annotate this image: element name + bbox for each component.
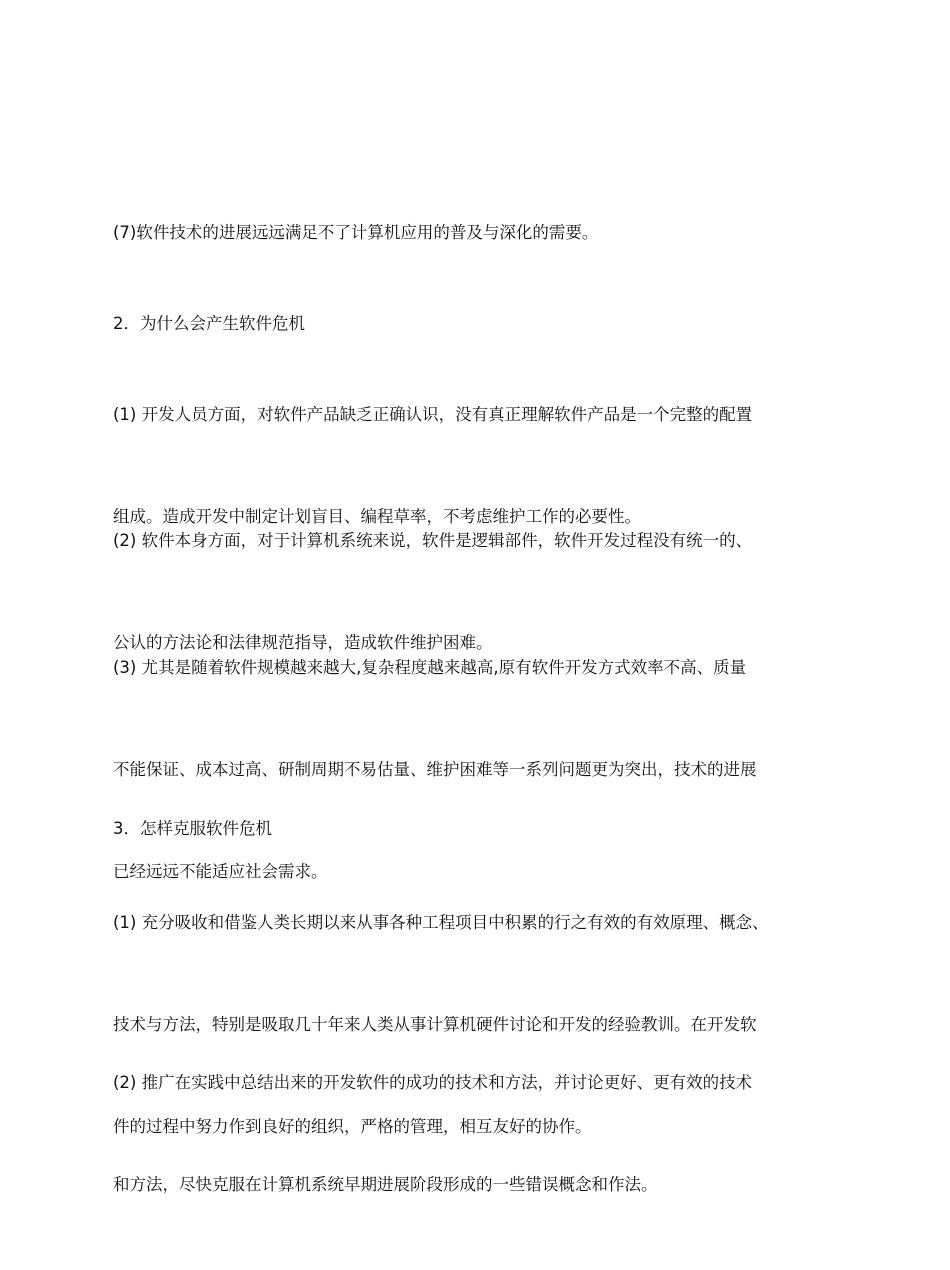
text-line: (1) 开发人员方面，对软件产品缺乏正确认识，没有真正理解软件产品是一个完整的配置 (113, 405, 753, 424)
text-line: 和方法，尽快克服在计算机系统早期进展阶段形成的一些错误概念和作法。 (113, 1175, 658, 1194)
text-line: (2) 推广在实践中总结出来的开发软件的成功的技术和方法，并讨论更好、更有效的技术 (113, 1073, 753, 1092)
text-line: 不能保证、成本过高、研制周期不易估量、维护困难等一系列问题更为突出，技术的进展 (113, 760, 757, 779)
text-line: 2．为什么会产生软件危机 (113, 314, 305, 333)
text-line: (3) 尤其是随着软件规模越来越大,复杂程度越来越高,原有软件开发方式效率不高、质量 (113, 658, 747, 677)
text-line: (2) 软件本身方面，对于计算机系统来说，软件是逻辑部件，软件开发过程没有统一的、 (113, 531, 753, 550)
text-line: 件的过程中努力作到良好的组织，严格的管理，相互友好的协作。 (113, 1117, 592, 1136)
text-line: (1) 充分吸收和借鉴人类长期以来从事各种工程项目中积累的行之有效的有效原理、概念、 (113, 913, 769, 932)
text-line: 公认的方法论和法律规范指导，造成软件维护困难。 (113, 633, 493, 652)
paragraph-solution-2 (113, 998, 843, 1270)
text-line: 技术与方法，特别是吸取几十年来人类从事计算机硬件讨论和开发的经验教训。在开发软 (113, 1015, 757, 1034)
text-line: (7)软件技术的进展远远满足不了计算机应用的普及与深化的需要。 (113, 223, 599, 242)
text-line: 组成。造成开发中制定计划盲目、编程草率，不考虑维护工作的必要性。 (113, 507, 641, 526)
text-line: 3．怎样克服软件危机 (113, 819, 272, 838)
text-line: 已经远远不能适应社会需求。 (113, 862, 328, 881)
